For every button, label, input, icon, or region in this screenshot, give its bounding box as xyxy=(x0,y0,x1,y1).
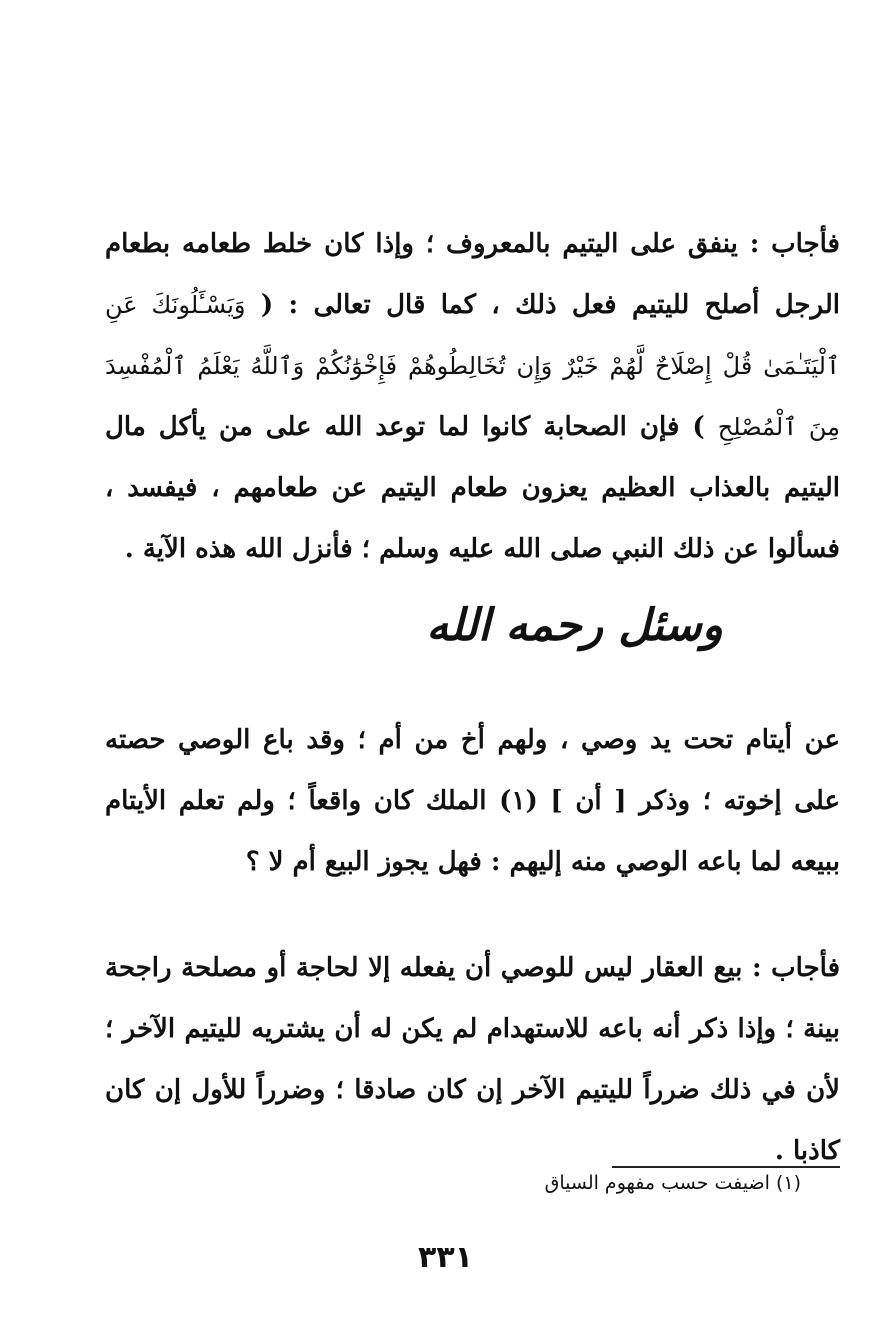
footnote: (١) اضيفت حسب مفهوم السياق xyxy=(544,1172,801,1194)
answer-paragraph-2: فأجاب : بيع العقار ليس للوصي أن يفعله إلا لحاجة أو مصلحة راجحة بينة ؛ وإذا ذكر أنه باعه للاستهدام لم يكن له أن يشتريه لليتيم الآخر ؛ لأن في ذلك ضرراً لليتيم الآخر إن كان صادقا ؛ وضرراً للأول إن كان كاذبا . xyxy=(105,953,840,1166)
answer-text-before-verse: فأجاب : ينفق على اليتيم بالمعروف ؛ وإذا كان خلط طعامه بطعام الرجل أصلح لليتيم فعل ذلك ، كما قال تعالى : ( xyxy=(105,229,840,320)
page-number: ٣٣١ xyxy=(418,1240,473,1275)
quran-verse: وَيَسْـَٔلُونَكَ عَنِ ٱلْيَتَـٰمَىٰ قُلْ إِصْلَاحٌ لَّهُمْ خَيْرٌ وَإِن تُخَالِطُوهُمْ فَإِخْوَٰنُكُمْ وَٱللَّهُ يَعْلَمُ ٱلْمُفْسِدَ مِنَ ٱلْمُصْلِحِ xyxy=(105,291,840,441)
answer-text-after-verse: ) فإن الصحابة كانوا لما توعد الله على من يأكل مال اليتيم بالعذاب العظيم يعزون طعام اليتيم عن طعامهم ، فيفسد ، فسألوا عن ذلك النبي صلى الله عليه وسلم ؛ فأنزل الله هذه الآية . xyxy=(105,412,840,564)
footnote-divider xyxy=(612,1166,840,1168)
question-paragraph: عن أيتام تحت يد وصي ، ولهم أخ من أم ؛ وقد باع الوصي حصته على إخوته ؛ وذكر [ أن ] (١) الملك كان واقعاً ؛ ولم تعلم الأيتام ببيعه لما باعه الوصي منه إليهم : فهل يجوز البيع أم لا ؟ xyxy=(105,725,840,877)
section-heading: وسئل رحمه الله xyxy=(426,600,723,651)
answer-paragraph-1 xyxy=(105,214,840,580)
